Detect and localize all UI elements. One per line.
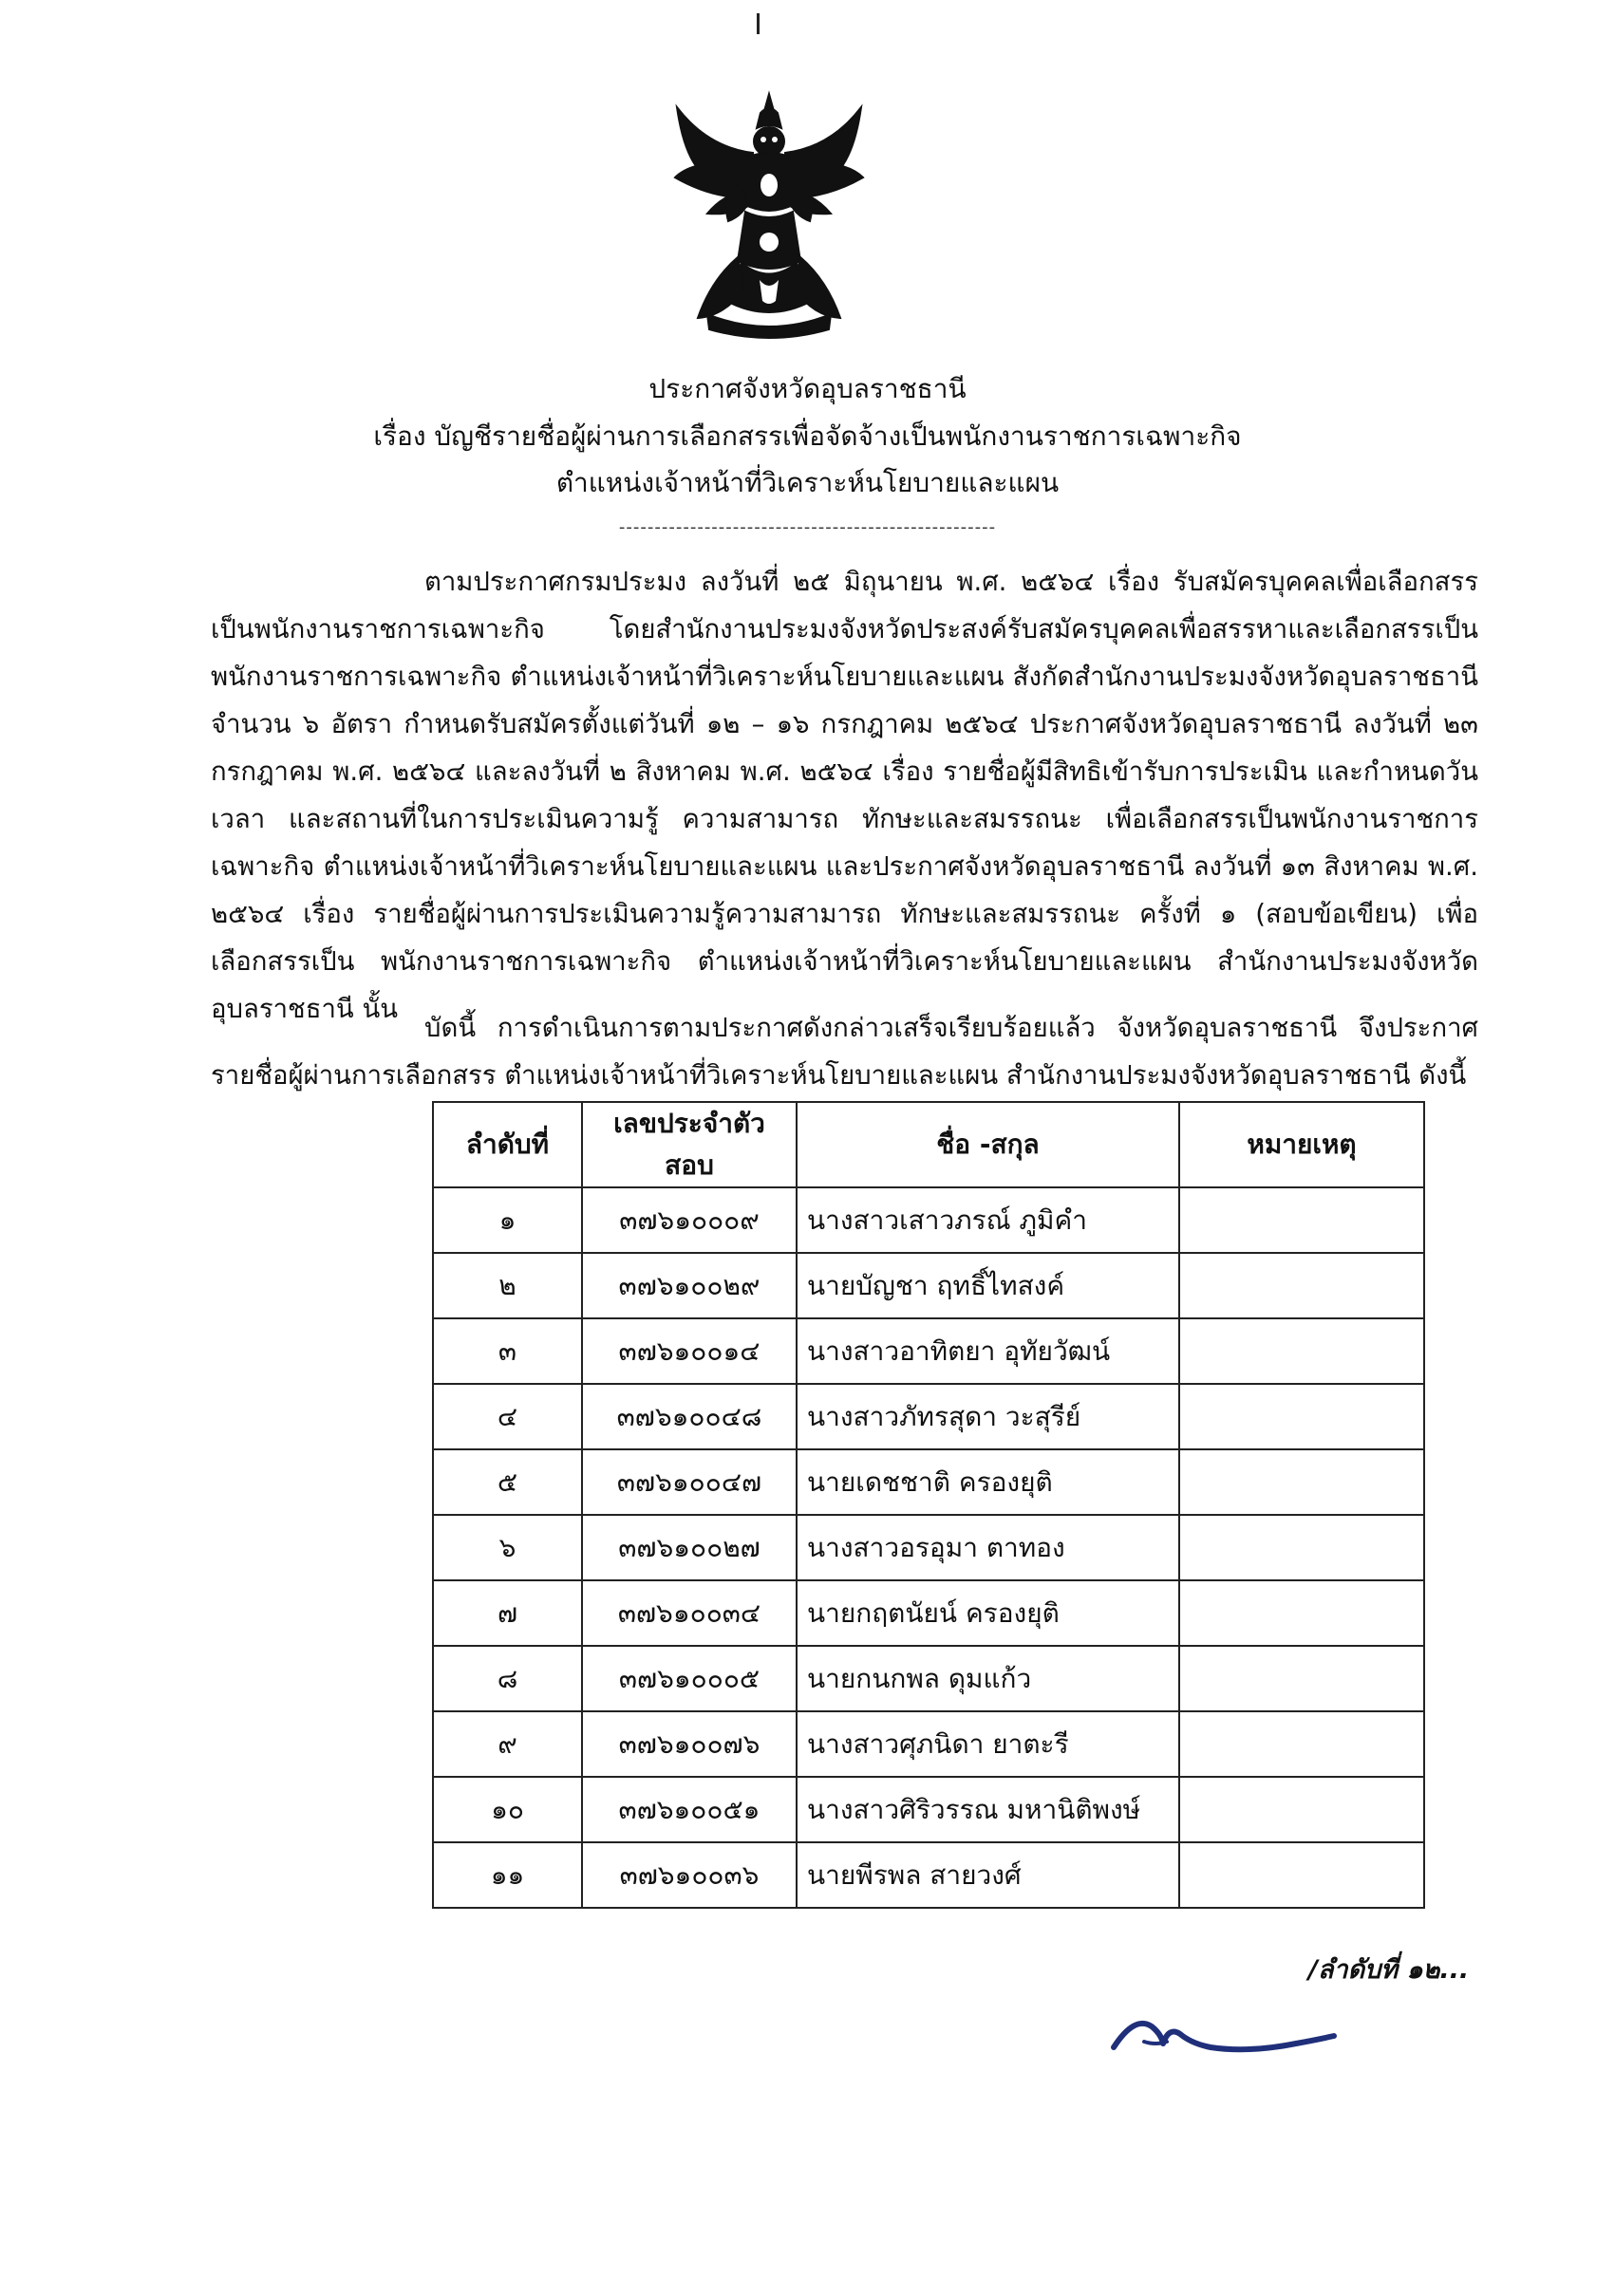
table-row xyxy=(433,1449,1424,1515)
handwritten-signature xyxy=(1106,1988,1343,2074)
row-no: ๘ xyxy=(433,1646,582,1711)
row-name: นางสาวศิริวรรณ มหานิติพงษ์ xyxy=(797,1777,1179,1842)
next-page-indicator: /ลำดับที่ ๑๒... xyxy=(1308,1955,1470,1985)
announcement-paragraph: บัดนี้ การดำเนินการตามประกาศดังกล่าวเสร็จเรียบร้อยแล้ว จังหวัดอุบลราชธานี จึงประกาศ รายชื่อผู้ผ่านการเลือกสรร ตำแหน่งเจ้าหน้าที่วิเคราะห์นโยบายและแผน สำนักงานประมงจังหวัดอุบลราชธานี ดังนี้ xyxy=(211,1013,1478,1091)
row-exam-id: ๓๗๖๑๐๐๓๔ xyxy=(582,1580,797,1646)
row-remark xyxy=(1179,1580,1424,1646)
row-name: นายกนกพล ดุมแก้ว xyxy=(797,1646,1179,1711)
row-exam-id: ๓๗๖๑๐๐๑๔ xyxy=(582,1318,797,1384)
row-no: ๑ xyxy=(433,1187,582,1253)
table-row xyxy=(433,1842,1424,1908)
row-no: ๖ xyxy=(433,1515,582,1580)
header-no: ลำดับที่ xyxy=(433,1102,582,1187)
row-name: นางสาวศุภนิดา ยาตะรี xyxy=(797,1711,1179,1777)
row-remark xyxy=(1179,1711,1424,1777)
row-exam-id: ๓๗๖๑๐๐๗๖ xyxy=(582,1711,797,1777)
row-name: นายบัญชา ฤทธิ์ไทสงค์ xyxy=(797,1253,1179,1318)
table-row xyxy=(433,1711,1424,1777)
row-remark xyxy=(1179,1384,1424,1449)
row-remark xyxy=(1179,1777,1424,1842)
row-no: ๙ xyxy=(433,1711,582,1777)
row-exam-id: ๓๗๖๑๐๐๒๗ xyxy=(582,1515,797,1580)
row-exam-id: ๓๗๖๑๐๐๐๙ xyxy=(582,1187,797,1253)
row-exam-id: ๓๗๖๑๐๐๕๑ xyxy=(582,1777,797,1842)
row-no: ๑๐ xyxy=(433,1777,582,1842)
table-row xyxy=(433,1318,1424,1384)
table-row xyxy=(433,1515,1424,1580)
table-row xyxy=(433,1580,1424,1646)
table-header-row xyxy=(433,1102,1424,1187)
row-remark xyxy=(1179,1842,1424,1908)
row-remark xyxy=(1179,1449,1424,1515)
row-exam-id: ๓๗๖๑๐๐๐๕ xyxy=(582,1646,797,1711)
table-body xyxy=(433,1187,1424,1908)
row-remark xyxy=(1179,1318,1424,1384)
header-remark: หมายเหตุ xyxy=(1179,1102,1424,1187)
header-separator: ----------------------------------------------------- xyxy=(618,517,997,537)
garuda-emblem-icon xyxy=(669,90,869,342)
table-row xyxy=(433,1384,1424,1449)
row-name: นายพีรพล สายวงศ์ xyxy=(797,1842,1179,1908)
announcement-title: ประกาศจังหวัดอุบลราชธานี xyxy=(648,373,967,404)
row-no: ๒ xyxy=(433,1253,582,1318)
header-exam-id: เลขประจำตัวสอบ xyxy=(582,1102,797,1187)
announcement-position: ตำแหน่งเจ้าหน้าที่วิเคราะห์นโยบายและแผน xyxy=(555,467,1060,498)
reference-paragraph: ตามประกาศกรมประมง ลงวันที่ ๒๕ มิถุนายน พ.ศ. ๒๕๖๔ เรื่อง รับสมัครบุคคลเพื่อเลือกสรร เป็นพนักงานราชการเฉพาะกิจ โดยสำนักงานประมงจังหวัดประสงค์รับสมัครบุคคลเพื่อสรรหาและเลือกสรรเป็น พนักงานราชการเฉพาะกิจ ตำแหน่งเจ้าหน้าที่วิเคราะห์นโยบายและแผน สังกัดสำนักงานประมงจังหวัดอุบลราชธานี จำนวน ๖ อัตรา กำหนดรับสมัครตั้งแต่วันที่ ๑๒ – ๑๖ กรกฎาคม ๒๕๖๔ ประกาศจังหวัดอุบลราชธานี ลงวันที่ ๒๓ กรกฎาคม พ.ศ. ๒๕๖๔ และลงวันที่ ๒ สิงหาคม พ.ศ. ๒๕๖๔ เรื่อง รายชื่อผู้มีสิทธิเข้ารับการประเมิน และกำหนดวัน เวลา และสถานที่ในการประเมินความรู้ ความสามารถ ทักษะและสมรรถนะ เพื่อเลือกสรรเป็นพนักงานราชการเฉพาะกิจ ตำแหน่งเจ้าหน้าที่วิเคราะห์นโยบายและแผน และประกาศจังหวัดอุบลราชธานี ลงวันที่ ๑๓ สิงหาคม พ.ศ. ๒๕๖๔ เรื่อง รายชื่อผู้ผ่านการประเมินความรู้ความสามารถ ทักษะและสมรรถนะ ครั้งที่ ๑ (สอบข้อเขียน) เพื่อเลือกสรรเป็น พนักงานราชการเฉพาะกิจ ตำแหน่งเจ้าหน้าที่วิเคราะห์นโยบายและแผน สำนักงานประมงจังหวัดอุบลราชธานี นั้น xyxy=(211,567,1478,1024)
page-mark xyxy=(757,13,760,34)
row-remark xyxy=(1179,1187,1424,1253)
row-no: ๗ xyxy=(433,1580,582,1646)
header-name: ชื่อ -สกุล xyxy=(797,1102,1179,1187)
row-remark xyxy=(1179,1515,1424,1580)
row-no: ๕ xyxy=(433,1449,582,1515)
row-name: นายเดชชาติ ครองยุติ xyxy=(797,1449,1179,1515)
row-no: ๑๑ xyxy=(433,1842,582,1908)
table-row xyxy=(433,1253,1424,1318)
row-name: นางสาวเสาวภรณ์ ภูมิคำ xyxy=(797,1187,1179,1253)
passed-candidates-table xyxy=(432,1101,1425,1909)
row-no: ๔ xyxy=(433,1384,582,1449)
row-no: ๓ xyxy=(433,1318,582,1384)
row-exam-id: ๓๗๖๑๐๐๒๙ xyxy=(582,1253,797,1318)
row-name: นางสาวอรอุมา ตาทอง xyxy=(797,1515,1179,1580)
table-row xyxy=(433,1187,1424,1253)
row-name: นางสาวภัทรสุดา วะสุรีย์ xyxy=(797,1384,1179,1449)
row-exam-id: ๓๗๖๑๐๐๓๖ xyxy=(582,1842,797,1908)
table-row xyxy=(433,1777,1424,1842)
row-exam-id: ๓๗๖๑๐๐๔๗ xyxy=(582,1449,797,1515)
row-remark xyxy=(1179,1646,1424,1711)
announcement-subject: เรื่อง บัญชีรายชื่อผู้ผ่านการเลือกสรรเพื่อจัดจ้างเป็นพนักงานราชการเฉพาะกิจ xyxy=(373,420,1242,452)
row-remark xyxy=(1179,1253,1424,1318)
table-row xyxy=(433,1646,1424,1711)
row-exam-id: ๓๗๖๑๐๐๔๘ xyxy=(582,1384,797,1449)
row-name: นายกฤตนัยน์ ครองยุติ xyxy=(797,1580,1179,1646)
row-name: นางสาวอาทิตยา อุทัยวัฒน์ xyxy=(797,1318,1179,1384)
